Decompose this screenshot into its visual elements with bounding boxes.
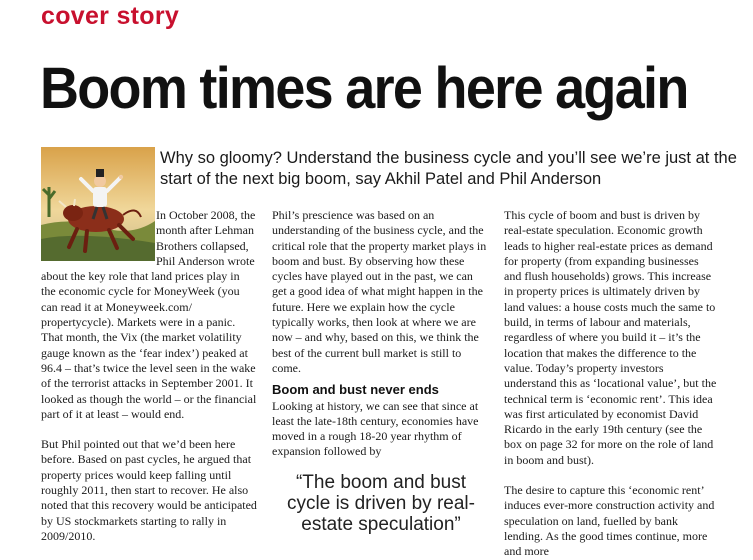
article-column-1 [41,208,257,544]
standfirst: Why so gloomy? Understand the business cycle and you’ll see we’re just at the start of the next big boom, say Akhil Patel and Phil Anderson [160,149,737,188]
paragraph: The desire to capture this ‘economic rent’ induces ever-more construction activity and speculation on land, fuelled by bank lending. As the good times continue, more and more [504,483,715,559]
article-column-2 [272,208,489,460]
paragraph: This cycle of boom and bust is driven by real-estate speculation. Economic growth leads to higher real-estate prices as demand for property (from expanding businesses and flush households) grows. This increase in property prices is ultimately driven by land values: a house costs much the same to build, in terms of labour and materials, regardless of where you build it – it’s the location that makes the difference to the value. Today’s property investors understand this as ‘locational value’, but the technical term is ‘economic rent’. This idea was first articulated by economist David Ricardo in the early 19th century (see the box on page 32 for more on the role of land in boom and bust). [504,208,717,467]
paragraph: Phil’s prescience was based on an understanding of the business cycle, and the critical role that the property market plays in boom and bust. By observing how these cycles have played out in the past, we can get a good idea of what might happen in the future. Here we explain how the cycle typically works, then look at where we are now – and why, based on this, we think the best of the current bull market is still to come. [272,208,487,375]
pull-quote: “The boom and bust cycle is driven by real-estate speculation” [287,472,475,535]
article-column-3 [504,208,717,560]
subhead: Boom and bust never ends [272,382,439,398]
paragraph: In October 2008, the month after Lehman Brothers collapsed, Phil Anderson wrote about the key role that land prices play in the economic cycle for MoneyWeek (you can read it at Moneyweek.com/ propertycycle). Markets were in a panic. That month, the Vix (the market volatility gauge known as the ‘fear index’) peaked at 96.4 – that’s twice the level seen in the wake of the terrorist attacks in September 2001. It looked as though the world – or the financial part of it at least – would end. [41,208,257,421]
headline: Boom times are here again [40,56,688,121]
section-label: cover story [41,2,180,30]
paragraph: But Phil pointed out that we’d been here before. Based on past cycles, he argued that property prices would keep falling until roughly 2011, then start to recover. He also noted that this recovery would be anticipated by US stockmarkets starting to rally in 2009/2010. [41,437,257,543]
paragraph: Looking at history, we can see that since at least the late-18th century, economies have moved in a rough 18-20 year rhythm of expansion followed by [272,398,479,459]
